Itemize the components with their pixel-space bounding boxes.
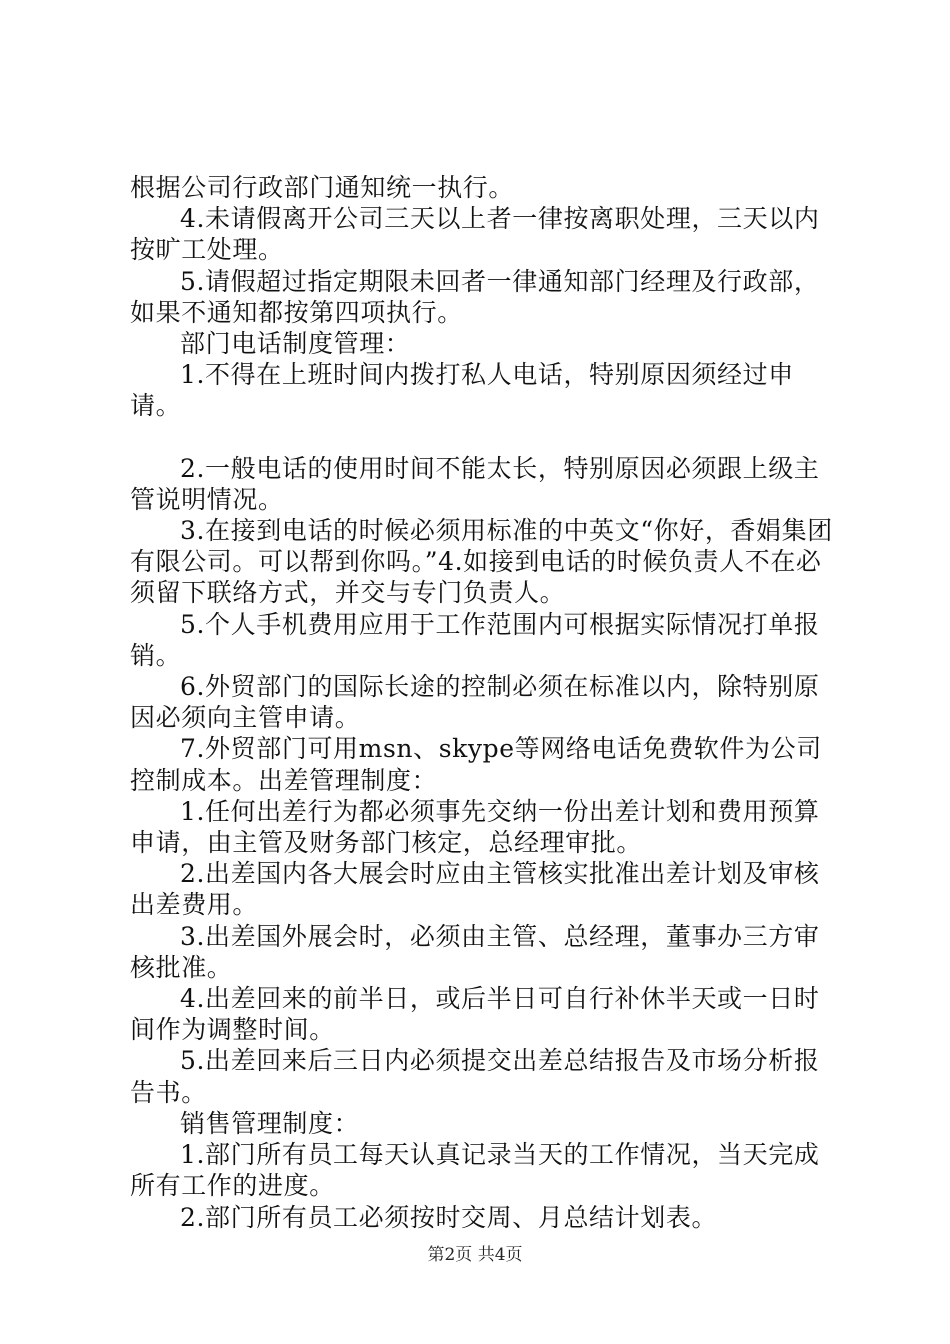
paragraph-travel-item-4: 4.出差回来的前半日，或后半日可自行补休半天或一日时间作为调整时间。 <box>130 984 820 1045</box>
paragraph-leave-item-4: 4.未请假离开公司三天以上者一律按离职处理，三天以内按旷工处理。 <box>130 204 820 265</box>
paragraph-travel-item-3: 3.出差国外展会时，必须由主管、总经理，董事办三方审核批准。 <box>130 921 820 982</box>
document-body <box>130 172 840 1233</box>
paragraph-continuation: 根据公司行政部门通知统一执行。 <box>130 173 515 202</box>
paragraph-sales-item-2: 2.部门所有员工必须按时交周、月总结计划表。 <box>180 1202 718 1232</box>
paragraph-phone-item-2: 2.一般电话的使用时间不能太长，特别原因必须跟上级主管说明情况。 <box>130 453 820 514</box>
section-heading-sales-policy: 销售管理制度： <box>180 1108 360 1138</box>
paragraph-travel-item-2: 2.出差国内各大展会时应由主管核实批准出差计划及审核出差费用。 <box>130 859 820 920</box>
paragraph-phone-item-6: 6.外贸部门的国际长途的控制必须在标准以内，除特别原因必须向主管申请。 <box>130 672 820 733</box>
paragraph-phone-item-1: 1.不得在上班时间内拨打私人电话，特别原因须经过申请。 <box>130 360 794 421</box>
section-heading-phone-policy: 部门电话制度管理： <box>180 329 411 359</box>
paragraph-leave-item-5: 5.请假超过指定期限未回者一律通知部门经理及行政部，如果不通知都按第四项执行。 <box>130 266 820 327</box>
paragraph-sales-item-1: 1.部门所有员工每天认真记录当天的工作情况，当天完成所有工作的进度。 <box>130 1140 820 1201</box>
page-number-footer: 第2页 共4页 <box>427 1245 523 1265</box>
paragraph-phone-item-3-4: 3.在接到电话的时候必须用标准的中英文“你好，香娟集团有限公司。可以帮到你吗。”4.如接到电话的时候负责人不在必须留下联络方式，并交与专门负责人。 <box>130 516 833 608</box>
paragraph-phone-item-7: 7.外贸部门可用msn、skype等网络电话免费软件为公司控制成本。出差管理制度： <box>130 734 822 795</box>
paragraph-spacer <box>130 422 840 453</box>
paragraph-travel-item-5: 5.出差回来后三日内必须提交出差总结报告及市场分析报告书。 <box>130 1046 820 1107</box>
paragraph-phone-item-5: 5.个人手机费用应用于工作范围内可根据实际情况打单报销。 <box>130 609 820 670</box>
paragraph-travel-item-1: 1.任何出差行为都必须事先交纳一份出差计划和费用预算申请，由主管及财务部门核定，总经理审批。 <box>130 796 820 858</box>
